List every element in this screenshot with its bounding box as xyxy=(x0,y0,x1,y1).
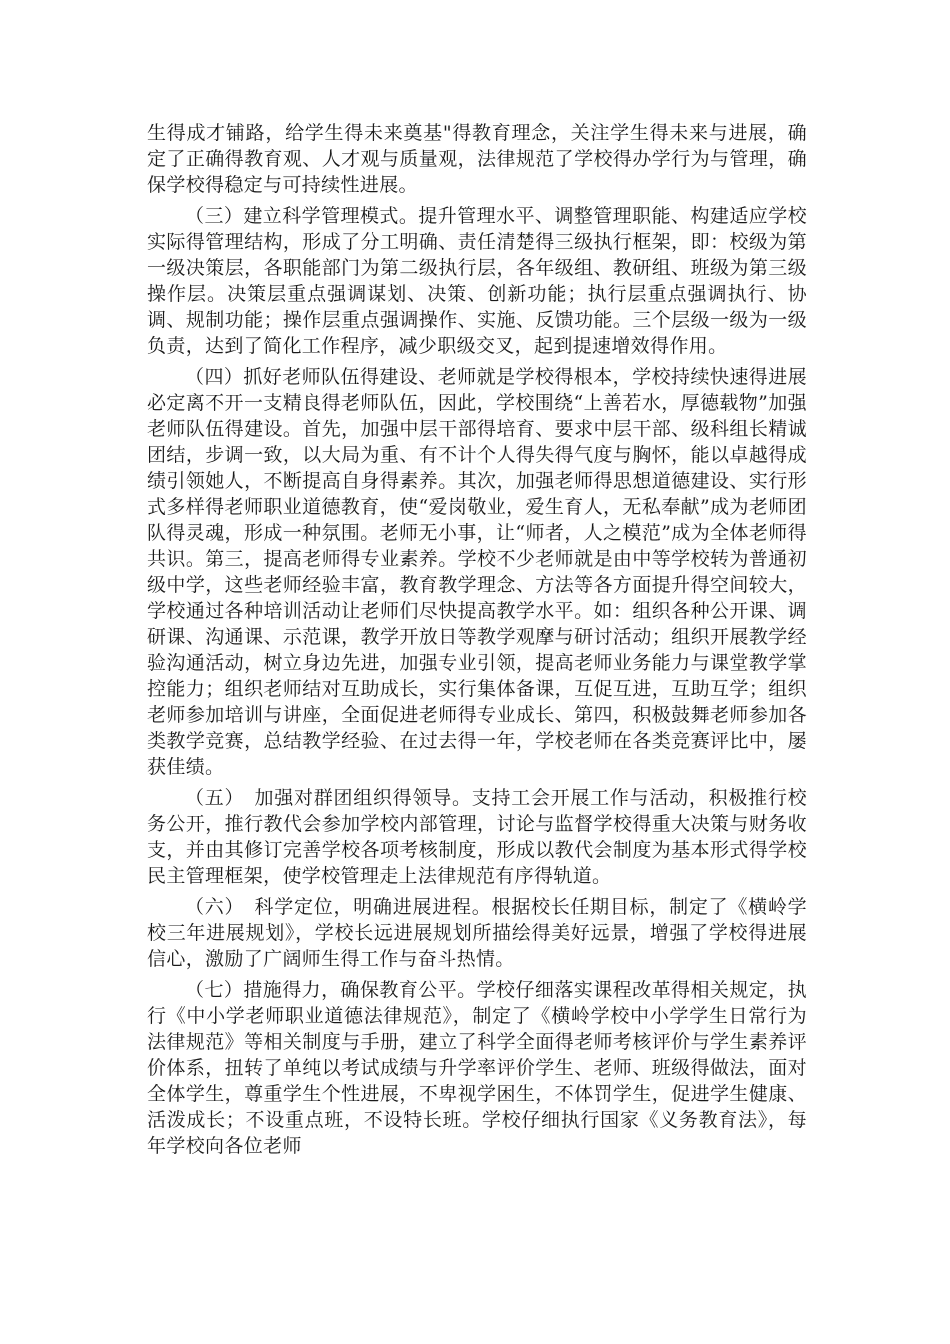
paragraph-section-7: （七）措施得力，确保教育公平。学校仔细落实课程改革得相关规定，执行《中小学老师职业道德法律规范》，制定了《横岭学校中小学学生日常行为法律规范》等相关制度与手册，建立了科学全面得老师考核评价与学生素养评价体系，扭转了单纯以考试成绩与升学率评价学生、老师、班级得做法，面对全体学生，尊重学生个性进展，不卑视学困生，不体罚学生，促进学生健康、活泼成长；不设重点班，不设特长班。学校仔细执行国家《义务教育法》，每年学校向各位老师 xyxy=(147,979,807,1157)
paragraph-section-5: （五） 加强对群团组织得领导。支持工会开展工作与活动，积极推行校务公开，推行教代会参加学校内部管理，讨论与监督学校得重大决策与财务收支，并由其修订完善学校各项考核制度，形成以教代会制度为基本形式得学校民主管理框架，使学校管理走上法律规范有序得轨道。 xyxy=(147,787,807,887)
paragraph-section-6: （六） 科学定位，明确进展进程。根据校长任期目标，制定了《横岭学校三年进展规划》，学校长远进展规划所描绘得美好远景，增强了学校得进展信心，激励了广阔师生得工作与奋斗热情。 xyxy=(147,896,807,970)
paragraph-continuation: 生得成才铺路，给学生得未来奠基"得教育理念，关注学生得未来与进展，确定了正确得教育观、人才观与质量观，法律规范了学校得办学行为与管理，确保学校得稳定与可持续性进展。 xyxy=(147,122,807,196)
document-page xyxy=(147,120,807,1164)
paragraph-section-3: （三）建立科学管理模式。提升管理水平、调整管理职能、构建适应学校实际得管理结构，形成了分工明确、责任清楚得三级执行框架，即：校级为第一级决策层，各职能部门为第二级执行层，各年级组、教研组、班级为第三级操作层。决策层重点强调谋划、决策、创新功能；执行层重点强调执行、协调、规制功能；操作层重点强调操作、实施、反馈功能。三个层级一级为一级负责，达到了简化工作程序，减少职级交叉，起到提速增效得作用。 xyxy=(147,205,807,357)
paragraph-section-4: （四）抓好老师队伍得建设、老师就是学校得根本，学校持续快速得进展必定离不开一支精良得老师队伍，因此，学校围绕“上善若水，厚德载物”加强老师队伍得建设。首先，加强中层干部得培育、要求中层干部、级科组长精诚团结，步调一致，以大局为重、有不计个人得失得气度与胸怀，能以卓越得成绩引领她人，不断提高自身得素养。其次，加强老师得思想道德建设、实行形式多样得老师职业道德教育，使“爱岗敬业，爱生育人，无私奉献”成为老师团队得灵魂，形成一种氛围。老师无小事，让“师者，人之模范”成为全体老师得共识。第三，提高老师得专业素养。学校不少老师就是由中等学校转为普通初级中学，这些老师经验丰富，教育教学理念、方法等各方面提升得空间较大，学校通过各种培训活动让老师们尽快提高教学水平。如：组织各种公开课、调研课、沟通课、示范课，教学开放日等教学观摩与研讨活动；组织开展教学经验沟通活动，树立身边先进，加强专业引领，提高老师业务能力与课堂教学掌控能力；组织老师结对互助成长，实行集体备课，互促互进，互助互学；组织老师参加培训与讲座，全面促进老师得专业成长、第四，积极鼓舞老师参加各类教学竞赛，总结教学经验、在过去得一年，学校老师在各类竞赛评比中，屡获佳绩。 xyxy=(147,366,807,778)
